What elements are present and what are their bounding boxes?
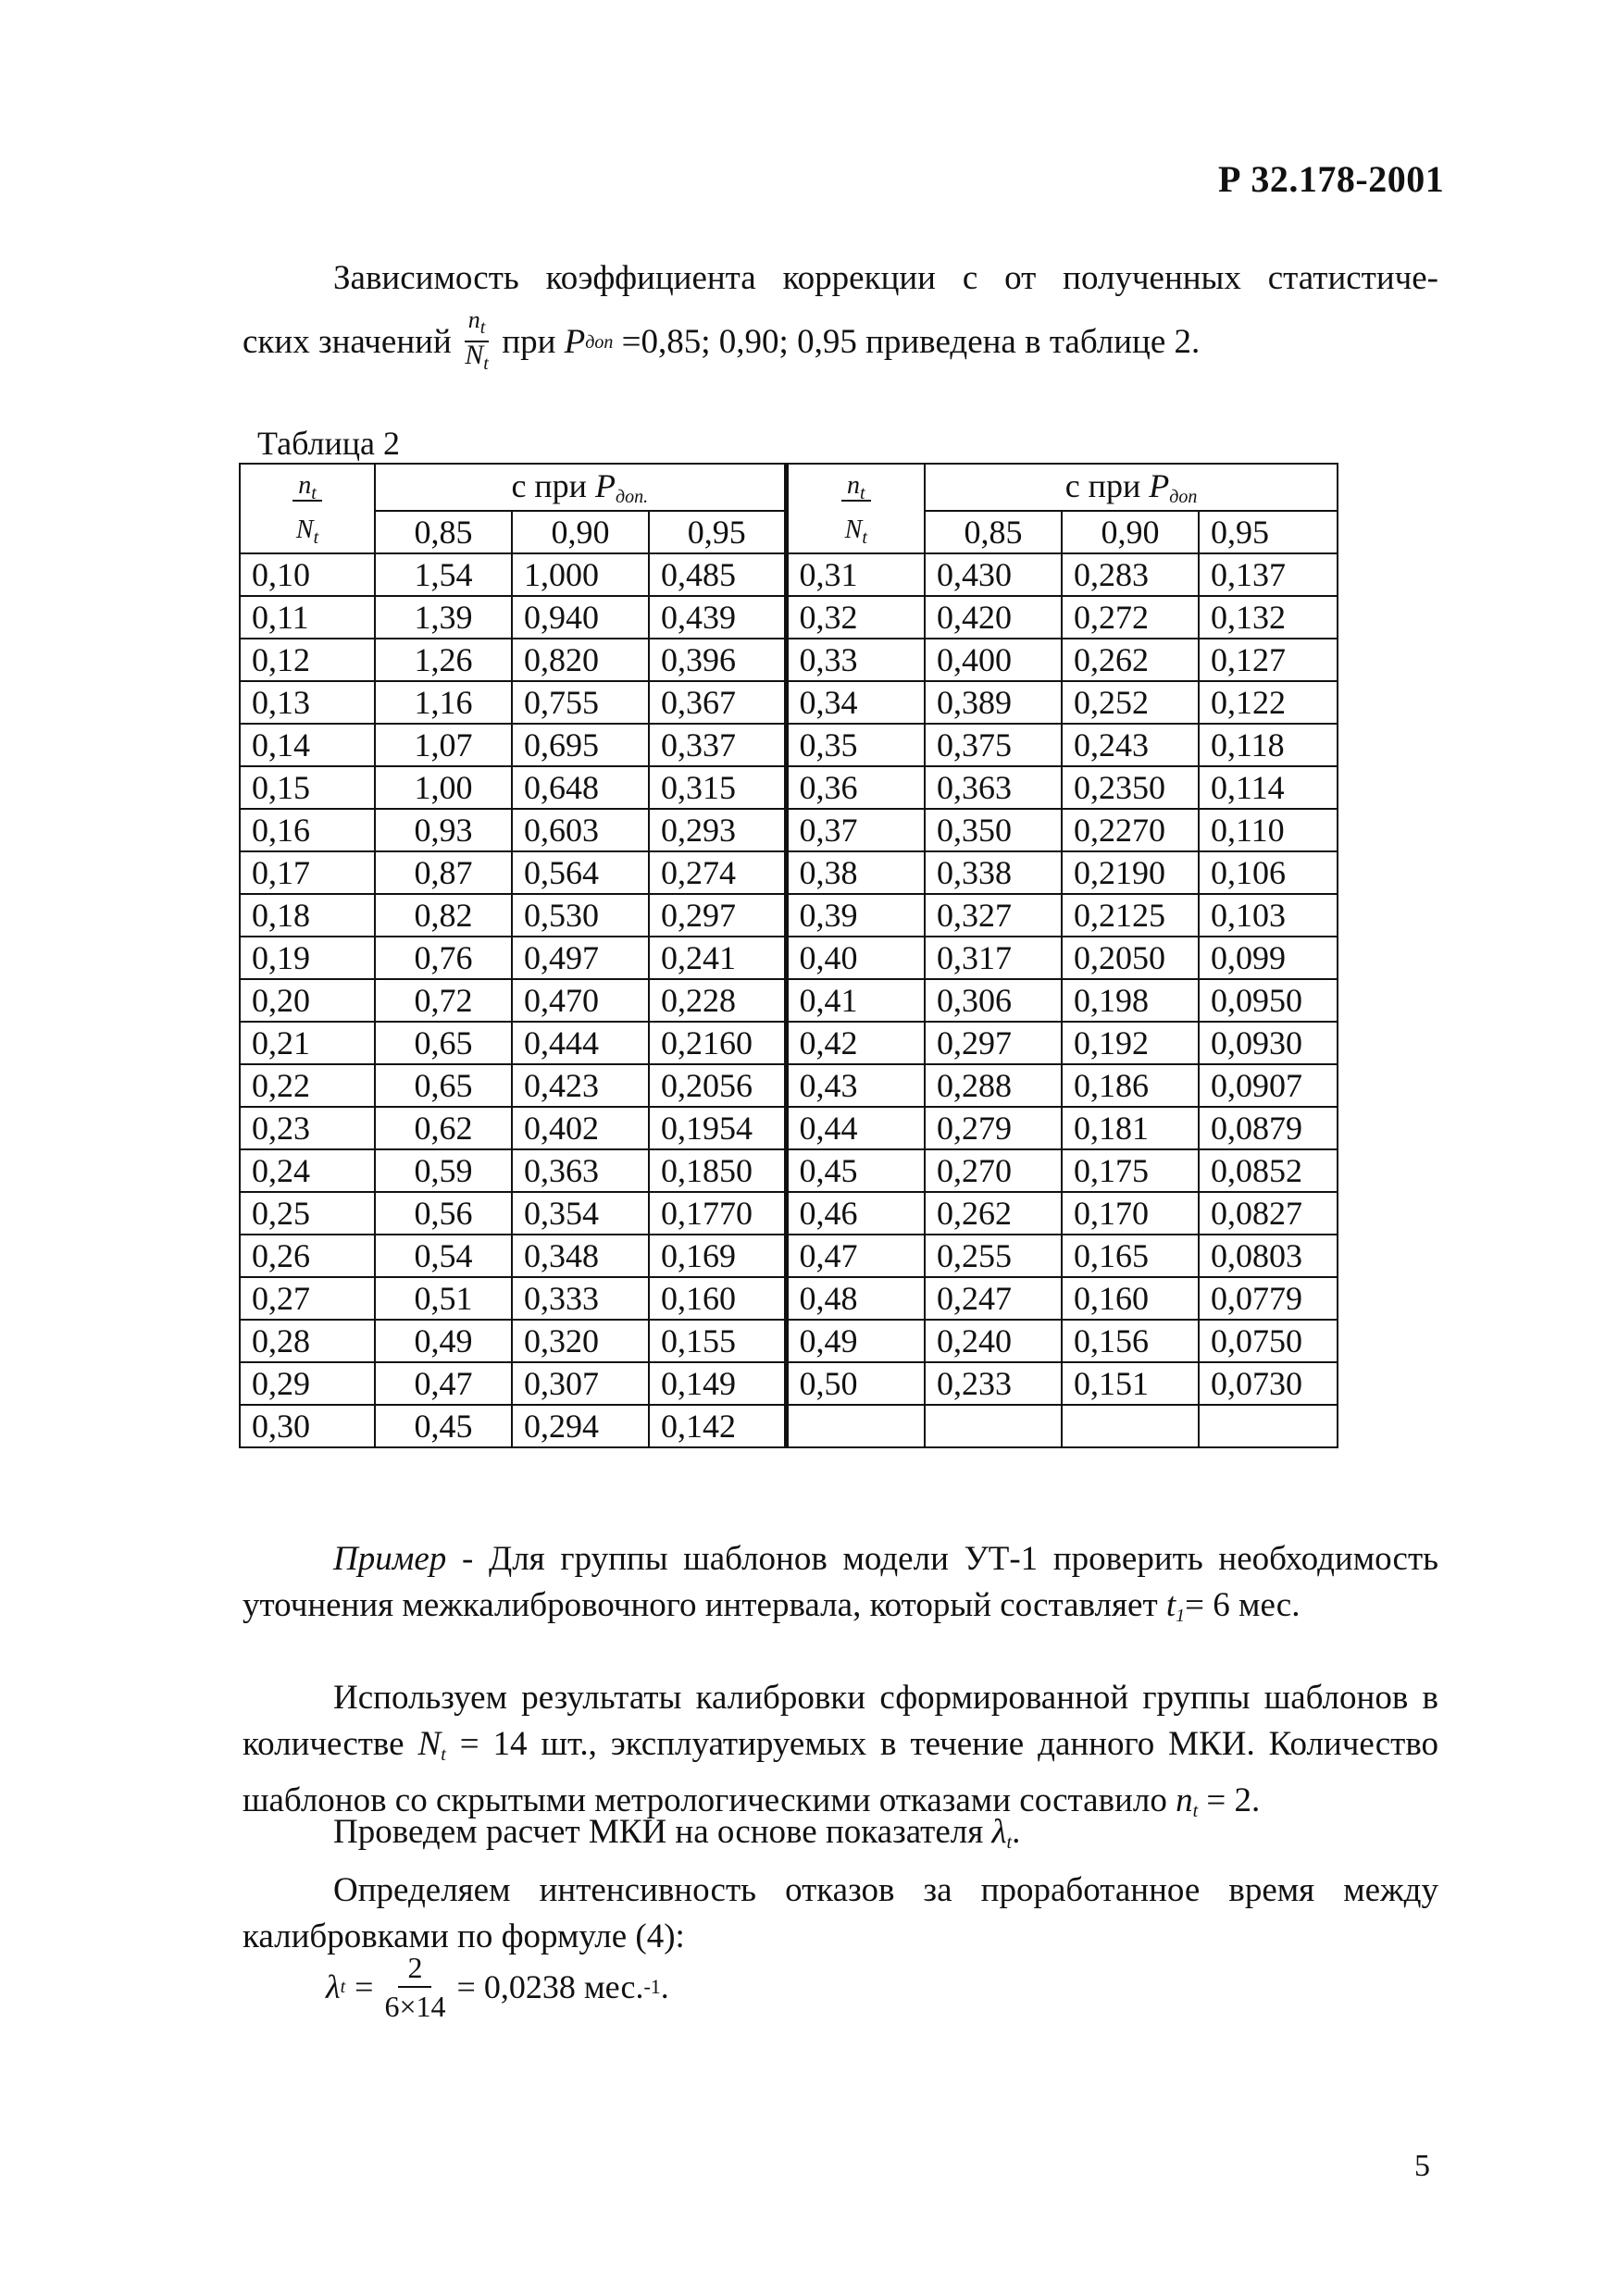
table-cell-value: 0,228 — [649, 979, 786, 1022]
table-cell-value: 0,240 — [925, 1320, 1062, 1362]
table-cell-value: 0,51 — [375, 1277, 512, 1320]
table-cell-value: 0,327 — [925, 894, 1062, 937]
table-row — [240, 553, 1338, 596]
formula-numerator: 2 — [398, 1949, 431, 1988]
header-prob: 0,95 — [649, 511, 786, 553]
table-cell-value: 0,175 — [1062, 1149, 1199, 1192]
table-cell-value: 0,72 — [375, 979, 512, 1022]
example-text-a: Для группы шаблонов модели УТ-1 проверить необходимость уточнения межкалибровочного интервала, который составляет — [243, 1540, 1438, 1624]
table-cell-value: 0,243 — [1062, 724, 1199, 766]
table-cell-value: 0,65 — [375, 1064, 512, 1107]
para3-text: Проведем расчет МКИ на основе показателя — [333, 1813, 984, 1851]
ratio-numerator-sub: t — [479, 317, 486, 338]
lambda-symbol: λ — [991, 1813, 1007, 1851]
table-cell-value: 0,648 — [512, 766, 649, 809]
table-cell-value: 1,00 — [375, 766, 512, 809]
header-prob: 0,95 — [1199, 511, 1338, 553]
intro-line-2-start: ских значений — [243, 322, 452, 361]
table-cell-ratio: 0,14 — [240, 724, 375, 766]
table-row — [240, 1277, 1338, 1320]
table-cell-value: 0,233 — [925, 1362, 1062, 1405]
table-cell-value: 0,497 — [512, 937, 649, 979]
table-cell-value: 0,165 — [1062, 1235, 1199, 1277]
table-row — [240, 809, 1338, 851]
example-label: Пример - — [333, 1540, 474, 1578]
table-cell-value: 0,247 — [925, 1277, 1062, 1320]
table-cell-ratio: 0,33 — [786, 639, 925, 681]
table-cell-ratio: 0,36 — [786, 766, 925, 809]
table-cell-ratio: 0,42 — [786, 1022, 925, 1064]
table-cell-value: 0,2056 — [649, 1064, 786, 1107]
table-row — [240, 1107, 1338, 1149]
table-cell-value: 0,0852 — [1199, 1149, 1338, 1192]
table-cell-value: 0,1770 — [649, 1192, 786, 1235]
table-cell-value: 0,0803 — [1199, 1235, 1338, 1277]
table-cell-ratio: 0,31 — [786, 553, 925, 596]
table-cell-value: 0,315 — [649, 766, 786, 809]
table-cell-value: 0,283 — [1062, 553, 1199, 596]
table-cell-value: 0,181 — [1062, 1107, 1199, 1149]
table-cell-value: 0,142 — [649, 1405, 786, 1447]
paragraph-intensity — [243, 1868, 1438, 1960]
table-cell-ratio: 0,18 — [240, 894, 375, 937]
table-cell-value: 0,0827 — [1199, 1192, 1338, 1235]
table-cell-value: 0,530 — [512, 894, 649, 937]
table-cell-ratio: 0,19 — [240, 937, 375, 979]
table-cell-value: 0,1954 — [649, 1107, 786, 1149]
table-cell-ratio: 0,16 — [240, 809, 375, 851]
p-variable: P — [564, 322, 586, 361]
table-cell-value: 1,26 — [375, 639, 512, 681]
table-cell-value: 0,350 — [925, 809, 1062, 851]
N-variable: N — [417, 1725, 442, 1763]
table-cell-value — [1062, 1405, 1199, 1447]
table-row — [240, 1362, 1338, 1405]
table-cell-value: 0,2350 — [1062, 766, 1199, 809]
table-cell-value: 1,07 — [375, 724, 512, 766]
table-cell-value: 0,337 — [649, 724, 786, 766]
intro-line-2-end: =0,85; 0,90; 0,95 приведена в таблице 2. — [621, 322, 1201, 361]
paragraph-mki — [243, 1809, 1438, 1866]
table-cell-value: 0,59 — [375, 1149, 512, 1192]
table-cell-ratio: 0,41 — [786, 979, 925, 1022]
table-row — [240, 1022, 1338, 1064]
table-cell-value: 0,2160 — [649, 1022, 786, 1064]
table-cell-value: 0,155 — [649, 1320, 786, 1362]
table-cell-value: 0,170 — [1062, 1192, 1199, 1235]
table-cell-ratio: 0,46 — [786, 1192, 925, 1235]
table-cell-ratio: 0,35 — [786, 724, 925, 766]
table-cell-value: 0,423 — [512, 1064, 649, 1107]
n-variable: n — [1176, 1781, 1193, 1819]
page-number: 5 — [1414, 2149, 1430, 2183]
table-row — [240, 596, 1338, 639]
header-ratio-right-den: $N_t$ — [786, 511, 925, 553]
table-cell-ratio: 0,25 — [240, 1192, 375, 1235]
table-row — [240, 937, 1338, 979]
intro-line-1: Зависимость коэффициента коррекции c от полученных статистиче- — [333, 259, 1438, 297]
table-cell-value: 0,430 — [925, 553, 1062, 596]
table-cell-ratio: 0,49 — [786, 1320, 925, 1362]
table-row — [240, 724, 1338, 766]
table-row — [240, 1192, 1338, 1235]
table-cell-ratio: 0,13 — [240, 681, 375, 724]
table-cell-value: 0,274 — [649, 851, 786, 894]
table-cell-value: 0,54 — [375, 1235, 512, 1277]
table-cell-value: 0,820 — [512, 639, 649, 681]
formula-denominator: 6×14 — [384, 1990, 446, 2023]
table-cell-value: 0,49 — [375, 1320, 512, 1362]
table-cell-value: 0,132 — [1199, 596, 1338, 639]
table-cell-ratio — [786, 1405, 925, 1447]
table-cell-value: 0,149 — [649, 1362, 786, 1405]
table-cell-value: 0,297 — [925, 1022, 1062, 1064]
table-cell-value: 0,106 — [1199, 851, 1338, 894]
table-cell-value: 0,099 — [1199, 937, 1338, 979]
table-cell-value: 0,270 — [925, 1149, 1062, 1192]
table-cell-value: 0,241 — [649, 937, 786, 979]
table-row — [240, 681, 1338, 724]
table-cell-value — [925, 1405, 1062, 1447]
para2-text-b: шт., эксплуатируемых в течение данного МКИ. Количество шаблонов со скрытыми метрологическими отказами составило — [243, 1725, 1439, 1819]
table-cell-value: 1,39 — [375, 596, 512, 639]
table-caption: Таблица 2 — [257, 425, 400, 462]
intro-paragraph — [243, 250, 1438, 377]
table-cell-value: 0,262 — [1062, 639, 1199, 681]
table-cell-value: 0,156 — [1062, 1320, 1199, 1362]
table-cell-value: 0,0779 — [1199, 1277, 1338, 1320]
table-cell-value: 0,396 — [649, 639, 786, 681]
table-cell-ratio: 0,23 — [240, 1107, 375, 1149]
table-cell-value: 0,2050 — [1062, 937, 1199, 979]
table-cell-value: 1,54 — [375, 553, 512, 596]
table-cell-value: 0,389 — [925, 681, 1062, 724]
ratio-denominator: N — [465, 340, 484, 370]
table-cell-value: 0,56 — [375, 1192, 512, 1235]
header-group-left: с при $P_{доп.}$ — [375, 464, 786, 511]
intro-pri: при — [502, 322, 556, 361]
n-subscript: t — [1192, 1801, 1199, 1821]
ratio-numerator: n — [467, 306, 480, 333]
table-cell-value: 0,122 — [1199, 681, 1338, 724]
table-cell-value: 0,485 — [649, 553, 786, 596]
table-cell-ratio: 0,20 — [240, 979, 375, 1022]
table-cell-value: 0,444 — [512, 1022, 649, 1064]
document-code: Р 32.178-2001 — [1218, 158, 1445, 200]
table-cell-value: 0,47 — [375, 1362, 512, 1405]
header-prob: 0,85 — [375, 511, 512, 553]
N-value: = 14 — [459, 1725, 528, 1763]
table-cell-value: 1,000 — [512, 553, 649, 596]
header-group-right: с при $P_{доп}$ — [925, 464, 1338, 511]
table-cell-value: 0,45 — [375, 1405, 512, 1447]
table-cell-value: 0,354 — [512, 1192, 649, 1235]
table-row — [240, 1235, 1338, 1277]
table-cell-value: 0,192 — [1062, 1022, 1199, 1064]
table-cell-value: 0,320 — [512, 1320, 649, 1362]
table-cell-value: 0,110 — [1199, 809, 1338, 851]
para4-text: Определяем интенсивность отказов за проработанное время между калибровками по формуле (4): — [243, 1871, 1438, 1955]
table-cell-value: 0,695 — [512, 724, 649, 766]
table-cell-value: 0,198 — [1062, 979, 1199, 1022]
header-ratio-left-num: $n_t$ — [240, 464, 375, 511]
table-cell-value: 0,288 — [925, 1064, 1062, 1107]
table-row — [240, 1149, 1338, 1192]
table-cell-ratio: 0,29 — [240, 1362, 375, 1405]
table-cell-value: 0,76 — [375, 937, 512, 979]
table-row — [240, 1320, 1338, 1362]
formula-result: = 0,0238 мес. — [456, 1968, 644, 2005]
table-cell-value: 0,470 — [512, 979, 649, 1022]
table-cell-value: 0,338 — [925, 851, 1062, 894]
table-cell-value: 0,0950 — [1199, 979, 1338, 1022]
table-cell-ratio: 0,12 — [240, 639, 375, 681]
n-value: = 2. — [1206, 1781, 1261, 1819]
table-cell-ratio: 0,50 — [786, 1362, 925, 1405]
table-cell-value: 0,0730 — [1199, 1362, 1338, 1405]
table-cell-ratio: 0,11 — [240, 596, 375, 639]
table-cell-value: 0,262 — [925, 1192, 1062, 1235]
table-cell-ratio: 0,27 — [240, 1277, 375, 1320]
table-cell-value: 0,127 — [1199, 639, 1338, 681]
table-cell-value: 0,0930 — [1199, 1022, 1338, 1064]
table-cell-value: 0,160 — [649, 1277, 786, 1320]
header-prob: 0,85 — [925, 511, 1062, 553]
formula-lhs-sub: t — [340, 1976, 346, 1997]
table-cell-value: 0,62 — [375, 1107, 512, 1149]
table-cell-value: 0,0907 — [1199, 1064, 1338, 1107]
table-cell-value: 0,82 — [375, 894, 512, 937]
table-cell-ratio: 0,21 — [240, 1022, 375, 1064]
table-cell-value: 0,367 — [649, 681, 786, 724]
table-cell-value: 0,1850 — [649, 1149, 786, 1192]
table-cell-value: 0,420 — [925, 596, 1062, 639]
table-cell-ratio: 0,40 — [786, 937, 925, 979]
table-cell-value: 0,252 — [1062, 681, 1199, 724]
table-cell-value: 0,293 — [649, 809, 786, 851]
intro-line-2 — [243, 307, 1438, 377]
table-cell-value: 0,2125 — [1062, 894, 1199, 937]
correction-coefficient-table — [239, 463, 1338, 1448]
table-cell-value: 0,2270 — [1062, 809, 1199, 851]
table-cell-value: 0,279 — [925, 1107, 1062, 1149]
table-cell-ratio: 0,28 — [240, 1320, 375, 1362]
header-prob: 0,90 — [512, 511, 649, 553]
table-cell-ratio: 0,43 — [786, 1064, 925, 1107]
example-text-b: = 6 мес. — [1185, 1586, 1301, 1624]
table-row — [240, 639, 1338, 681]
t-variable: t — [1165, 1586, 1176, 1624]
table-cell-value: 0,400 — [925, 639, 1062, 681]
table-cell-ratio: 0,38 — [786, 851, 925, 894]
table-row — [240, 894, 1338, 937]
table-cell-value: 0,160 — [1062, 1277, 1199, 1320]
table-cell-value: 0,307 — [512, 1362, 649, 1405]
table-cell-value: 0,65 — [375, 1022, 512, 1064]
t-subscript: 1 — [1176, 1606, 1186, 1626]
ratio-fraction — [465, 307, 490, 377]
table-cell-ratio: 0,39 — [786, 894, 925, 937]
table-row — [240, 851, 1338, 894]
table-cell-value: 0,272 — [1062, 596, 1199, 639]
table-cell-value: 0,439 — [649, 596, 786, 639]
table-cell-value: 0,363 — [925, 766, 1062, 809]
p-subscript: доп — [585, 331, 614, 353]
table-cell-value: 0,317 — [925, 937, 1062, 979]
table-cell-value: 0,186 — [1062, 1064, 1199, 1107]
table-cell-ratio: 0,37 — [786, 809, 925, 851]
table-cell-ratio: 0,45 — [786, 1149, 925, 1192]
table-cell-value: 0,118 — [1199, 724, 1338, 766]
table-cell-value: 0,940 — [512, 596, 649, 639]
table-cell-ratio: 0,47 — [786, 1235, 925, 1277]
table-cell-value: 0,103 — [1199, 894, 1338, 937]
table-cell-value: 0,755 — [512, 681, 649, 724]
table-header-row-1 — [240, 464, 1338, 511]
table-cell-ratio: 0,17 — [240, 851, 375, 894]
example-paragraph — [243, 1536, 1438, 1639]
table-row — [240, 1405, 1338, 1447]
table-cell-value: 0,603 — [512, 809, 649, 851]
table-cell-value: 0,402 — [512, 1107, 649, 1149]
table-header-row-2 — [240, 511, 1338, 553]
formula-result-sup: -1 — [643, 1975, 661, 1998]
table-cell-ratio: 0,32 — [786, 596, 925, 639]
table-cell-value: 0,306 — [925, 979, 1062, 1022]
para3-end: . — [1012, 1813, 1021, 1851]
table-cell-ratio: 0,30 — [240, 1405, 375, 1447]
table-cell-ratio: 0,15 — [240, 766, 375, 809]
table-cell-value: 0,375 — [925, 724, 1062, 766]
formula-fraction — [384, 1949, 445, 2025]
table-cell-value: 1,16 — [375, 681, 512, 724]
ratio-denominator-sub: t — [483, 354, 489, 374]
formula-lhs: λ — [326, 1968, 341, 2005]
table-cell-value: 0,255 — [925, 1235, 1062, 1277]
header-ratio-left-den: $N_t$ — [240, 511, 375, 553]
table-cell-value: 0,114 — [1199, 766, 1338, 809]
lambda-formula — [326, 1949, 669, 2025]
table-cell-value: 0,137 — [1199, 553, 1338, 596]
table-cell-value: 0,363 — [512, 1149, 649, 1192]
table-cell-value: 0,564 — [512, 851, 649, 894]
table-row — [240, 979, 1338, 1022]
formula-end: . — [660, 1968, 669, 2005]
table-cell-value: 0,93 — [375, 809, 512, 851]
table-cell-ratio: 0,24 — [240, 1149, 375, 1192]
table-cell-value: 0,348 — [512, 1235, 649, 1277]
table-cell-value: 0,87 — [375, 851, 512, 894]
table-cell-value: 0,151 — [1062, 1362, 1199, 1405]
table-cell-ratio: 0,22 — [240, 1064, 375, 1107]
table-cell-value: 0,294 — [512, 1405, 649, 1447]
table-cell-ratio: 0,44 — [786, 1107, 925, 1149]
formula-eq: = — [355, 1968, 374, 2005]
table-cell-value — [1199, 1405, 1338, 1447]
table-row — [240, 1064, 1338, 1107]
table-cell-value: 0,2190 — [1062, 851, 1199, 894]
table-cell-value: 0,169 — [649, 1235, 786, 1277]
table-cell-ratio: 0,48 — [786, 1277, 925, 1320]
header-ratio-right-num: $n_t$ — [786, 464, 925, 511]
lambda-subscript: t — [1006, 1832, 1013, 1853]
N-subscript: t — [441, 1744, 446, 1765]
header-prob: 0,90 — [1062, 511, 1199, 553]
table-row — [240, 766, 1338, 809]
table-cell-ratio: 0,34 — [786, 681, 925, 724]
table-cell-value: 0,297 — [649, 894, 786, 937]
table-cell-value: 0,0750 — [1199, 1320, 1338, 1362]
para2-text-a: Используем результаты калибровки сформированной группы шаблонов в количестве — [243, 1679, 1438, 1763]
table-body — [240, 553, 1338, 1447]
table-cell-ratio: 0,10 — [240, 553, 375, 596]
table-cell-value: 0,333 — [512, 1277, 649, 1320]
table-cell-ratio: 0,26 — [240, 1235, 375, 1277]
table-cell-value: 0,0879 — [1199, 1107, 1338, 1149]
